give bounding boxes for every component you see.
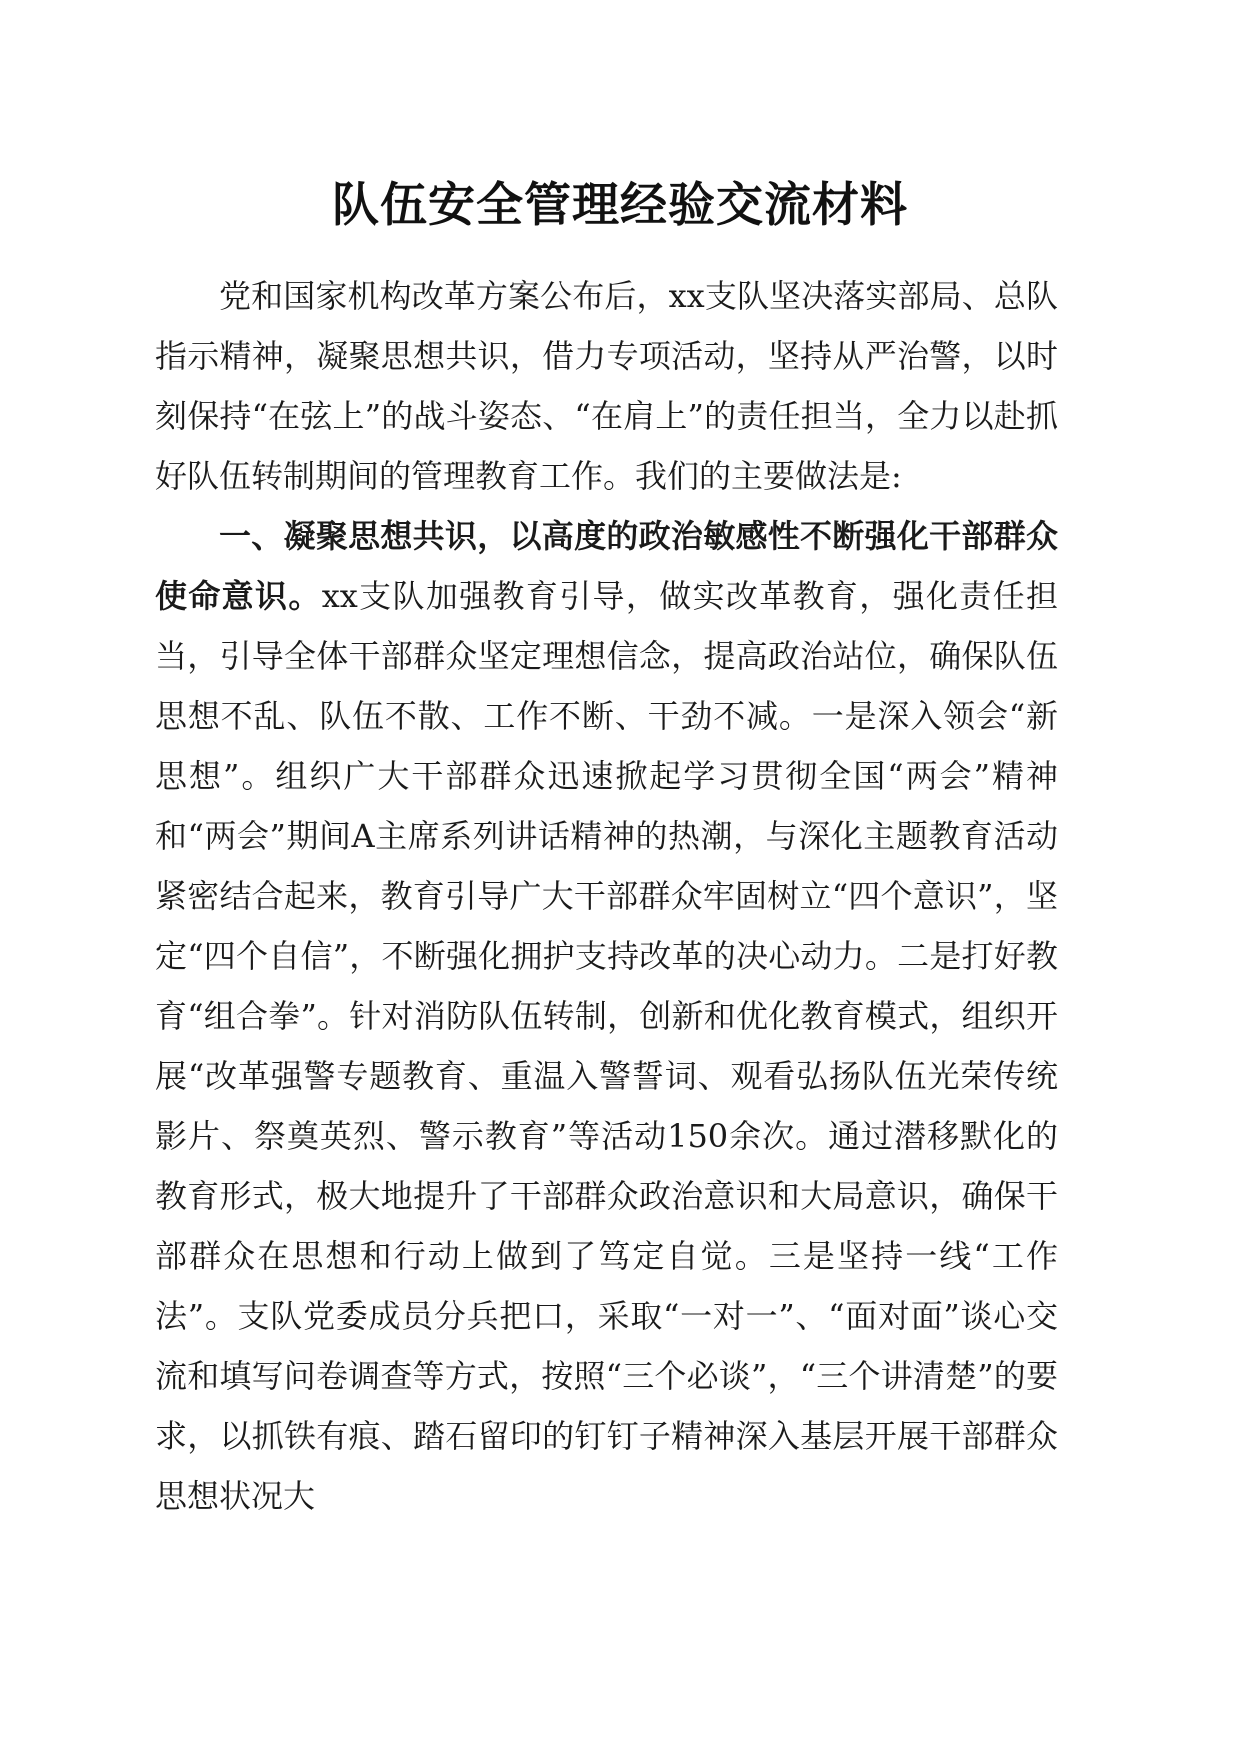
intro-paragraph: 党和国家机构改革方案公布后，xx支队坚决落实部局、总队指示精神，凝聚思想共识，借力专项活动，坚持从严治警，以时刻保持“在弦上”的战斗姿态、“在肩上”的责任担当，全力以赴抓好队伍转制期间的管理教育工作。我们的主要做法是: — [155, 277, 1058, 495]
document-title: 队伍安全管理经验交流材料 — [332, 178, 908, 233]
section-one-paragraph — [155, 506, 1058, 1526]
document-body — [155, 266, 1058, 1526]
section-one-body: xx支队加强教育引导，做实改革教育，强化责任担当，引导全体干部群众坚定理想信念，提高政治站位，确保队伍思想不乱、队伍不散、工作不断、干劲不减。一是深入领会“新思想”。组织广大干部群众迅速掀起学习贯彻全国“两会”精神和“两会”期间A主席系列讲话精神的热潮，与深化主题教育活动紧密结合起来，教育引导广大干部群众牢固树立“四个意识”，坚定“四个自信”，不断强化拥护支持改革的决心动力。二是打好教育“组合拳”。针对消防队伍转制，创新和优化教育模式，组织开展“改革强警专题教育、重温入警誓词、观看弘扬队伍光荣传统影片、祭奠英烈、警示教育”等活动150余次。通过潜移默化的教育形式，极大地提升了干部群众政治意识和大局意识，确保干部群众在思想和行动上做到了笃定自觉。三是坚持一线“工作法”。支队党委成员分兵把口，采取“一对一”、“面对面”谈心交流和填写问卷调查等方式，按照“三个必谈”，“三个讲清楚”的要求，以抓铁有痕、踏石留印的钉钉子精神深入基层开展干部群众思想状况大 — [155, 577, 1058, 1515]
section-one-heading: 一、凝聚思想共识，以高度的政治敏感性不断强化干部群众使命意识。 — [155, 517, 1058, 615]
